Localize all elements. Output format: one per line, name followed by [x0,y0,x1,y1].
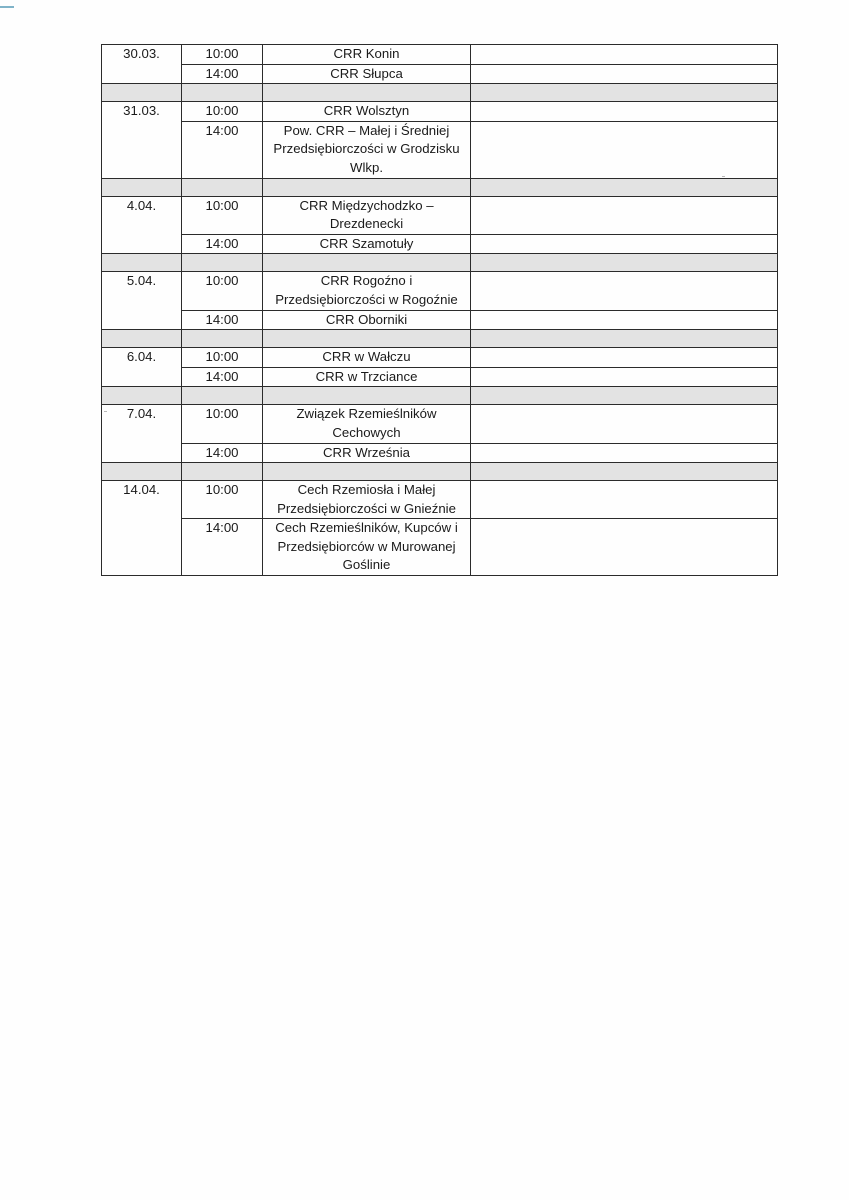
separator-cell [102,330,182,348]
schedule-row [102,310,778,330]
empty-cell [471,348,778,368]
time-cell: 14:00 [182,121,263,178]
separator-cell [263,330,471,348]
scan-speck [104,411,107,412]
schedule-row [102,272,778,310]
separator-cell [102,463,182,481]
time-cell: 14:00 [182,367,263,387]
place-cell: Cech Rzemiosła i Małej Przedsiębiorczości w Gnieźnie [263,481,471,519]
empty-cell [471,234,778,254]
separator-cell [471,387,778,405]
schedule-row [102,102,778,122]
place-cell: CRR w Wałczu [263,348,471,368]
schedule-row [102,64,778,84]
time-cell: 14:00 [182,64,263,84]
place-cell: Cech Rzemieślników, Kupców i Przedsiębiorców w Murowanej Goślinie [263,519,471,576]
separator-cell [471,84,778,102]
empty-cell [471,310,778,330]
empty-cell [471,405,778,443]
place-cell: CRR Września [263,443,471,463]
time-cell: 10:00 [182,272,263,310]
time-cell: 14:00 [182,310,263,330]
time-cell: 10:00 [182,102,263,122]
empty-cell [471,367,778,387]
time-cell: 14:00 [182,519,263,576]
separator-cell [102,254,182,272]
date-cell: 14.04. [102,481,182,576]
schedule-row [102,348,778,368]
place-cell: CRR Oborniki [263,310,471,330]
schedule-row [102,45,778,65]
separator-cell [471,330,778,348]
date-cell: 7.04. [102,405,182,463]
place-cell: CRR Konin [263,45,471,65]
place-cell: CRR w Trzciance [263,367,471,387]
separator-row [102,387,778,405]
schedule-row [102,481,778,519]
separator-row [102,178,778,196]
empty-cell [471,272,778,310]
empty-cell [471,481,778,519]
time-cell: 10:00 [182,196,263,234]
date-cell: 6.04. [102,348,182,387]
schedule-table [101,44,778,576]
empty-cell [471,64,778,84]
separator-cell [471,254,778,272]
separator-row [102,84,778,102]
place-cell: Związek Rzemieślników Cechowych [263,405,471,443]
separator-cell [471,178,778,196]
separator-cell [182,330,263,348]
separator-cell [102,84,182,102]
separator-row [102,254,778,272]
time-cell: 14:00 [182,234,263,254]
separator-cell [263,178,471,196]
date-cell: 4.04. [102,196,182,254]
empty-cell [471,45,778,65]
place-cell: CRR Rogoźno i Przedsiębiorczości w Rogoźnie [263,272,471,310]
time-cell: 10:00 [182,348,263,368]
time-cell: 14:00 [182,443,263,463]
schedule-row [102,234,778,254]
schedule-row [102,443,778,463]
place-cell: CRR Szamotuły [263,234,471,254]
date-cell: 31.03. [102,102,182,178]
separator-cell [263,84,471,102]
place-cell: CRR Międzychodzko – Drezdenecki [263,196,471,234]
date-cell: 5.04. [102,272,182,330]
place-cell: CRR Słupca [263,64,471,84]
separator-cell [263,387,471,405]
separator-cell [182,178,263,196]
schedule-row [102,367,778,387]
separator-cell [182,463,263,481]
separator-row [102,330,778,348]
date-cell: 30.03. [102,45,182,84]
schedule-row [102,121,778,178]
empty-cell [471,196,778,234]
place-cell: Pow. CRR – Małej i Średniej Przedsiębiorczości w Grodzisku Wlkp. [263,121,471,178]
empty-cell [471,102,778,122]
time-cell: 10:00 [182,481,263,519]
scan-speck [722,176,725,177]
empty-cell [471,443,778,463]
scan-edge-mark [0,6,14,8]
schedule-row [102,405,778,443]
separator-cell [263,254,471,272]
schedule-row [102,519,778,576]
empty-cell [471,121,778,178]
time-cell: 10:00 [182,405,263,443]
schedule-row [102,196,778,234]
separator-cell [263,463,471,481]
separator-cell [182,254,263,272]
place-cell: CRR Wolsztyn [263,102,471,122]
separator-cell [102,387,182,405]
empty-cell [471,519,778,576]
separator-cell [471,463,778,481]
separator-cell [182,84,263,102]
schedule-body [102,45,778,576]
separator-cell [182,387,263,405]
separator-cell [102,178,182,196]
time-cell: 10:00 [182,45,263,65]
separator-row [102,463,778,481]
